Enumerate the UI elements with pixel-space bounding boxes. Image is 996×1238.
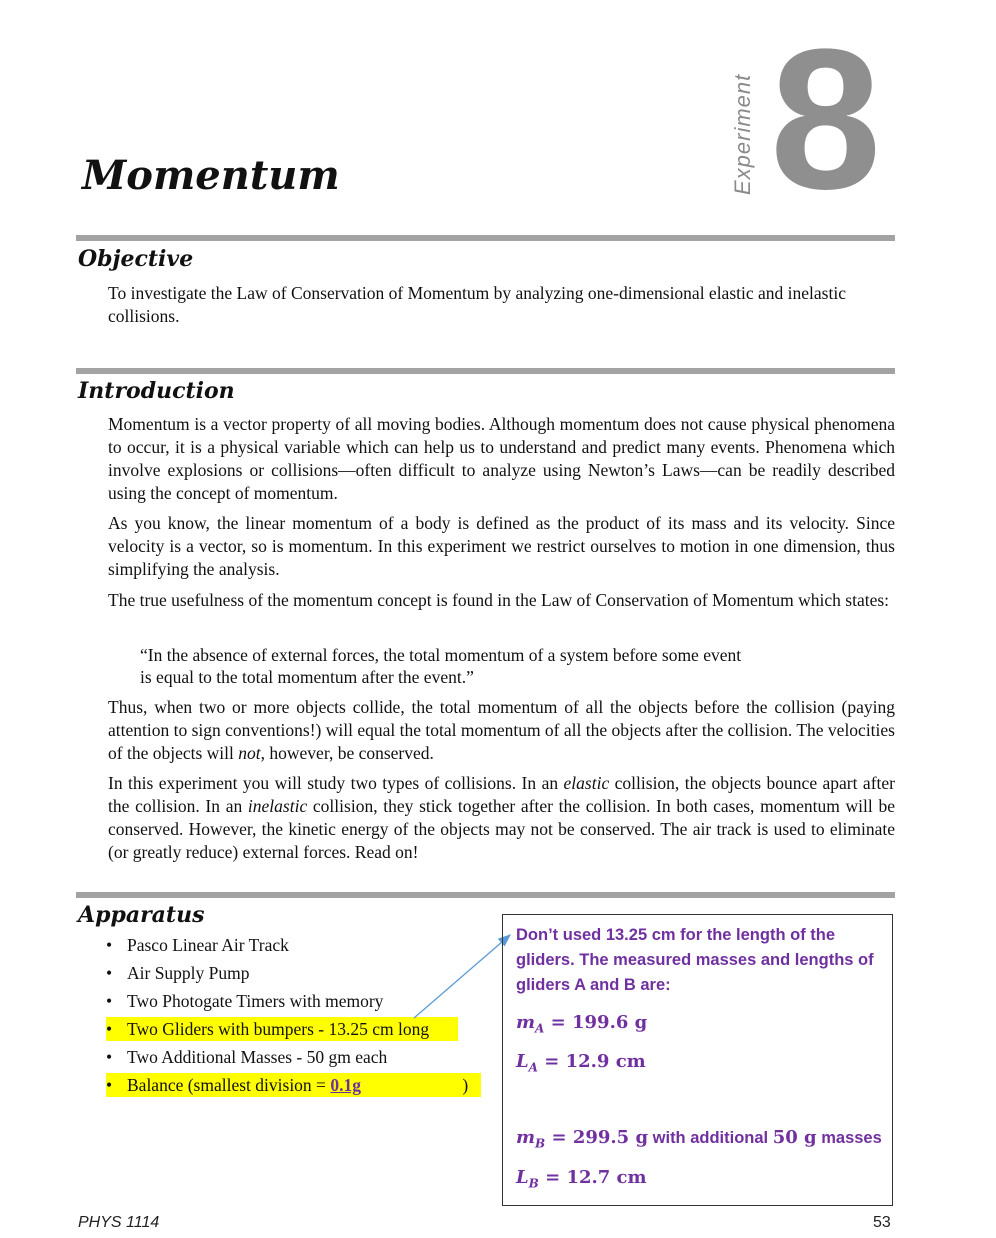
list-item: • Pasco Linear Air Track [106,935,289,955]
quote-line: is equal to the total momentum after the event.” [140,667,474,687]
intro-paragraph-2: As you know, the linear momentum of a body is defined as the product of its mass and its velocity. Since velocity is a vector, so is momentum. In this experiment we restrict ourselves to motion in one dimension, thus simplifying the analysis. [108,513,895,579]
list-item: • Air Supply Pump [106,963,250,983]
mass-a: $m_A = 199.6$ g [516,1012,648,1036]
intro-paragraph-4: Thus, when two or more objects collide, the total momentum of all the objects before the collision (paying attention to sign conventions!) will equal the total momentum of all the objects after the collision. The velocities of the objects will not, however, be conserved. [108,697,895,763]
page-title: Momentum [82,152,340,199]
intro-paragraph-5: In this experiment you will study two types of collisions. In an elastic collision, the objects bounce apart after the collision. In an inelastic collision, they stick together after the collision. In both cases, momentum will be conserved. However, the kinetic energy of the objects may not be conserved. The air track is used to eliminate (or greatly reduce) external forces. Read on! [108,773,895,862]
apparatus-heading: Apparatus [78,902,205,928]
mass-b: $m_B = 299.5$ g with additional 50 g masses [516,1127,882,1151]
annotation-box [502,914,893,1206]
objective-text: To investigate the Law of Conservation of Momentum by analyzing one-dimensional elastic and inelastic collisions. [108,283,846,326]
list-item: • Two Gliders with bumpers - 13.25 cm long [106,1017,486,1045]
intro-paragraph-1: Momentum is a vector property of all moving bodies. Although momentum does not cause physical phenomena to occur, it is a physical variable which can help us to understand and predict many events. Phenomena which involve explosions or collisions—often difficult to analyze using Newton’s Laws—can be readily described using the concept of momentum. [108,414,895,503]
list-item: • Balance (smallest division = 0.1g ) [106,1073,486,1101]
list-item: • Two Additional Masses - 50 gm each [106,1047,388,1067]
annotation-text: Don’t used 13.25 cm for the length of the gliders. The measured masses and lengths of gliders A and B are: [516,926,874,994]
balance-value: 0.1g [330,1075,361,1095]
length-b: $L_B = 12.7$ cm [516,1167,647,1191]
footer-course: PHYS 1114 [78,1214,160,1231]
intro-paragraph-3: The true usefulness of the momentum concept is found in the Law of Conservation of Momentum which states: [108,590,890,610]
list-item: • Two Photogate Timers with memory [106,991,384,1011]
objective-heading: Objective [78,246,194,272]
quote-line: “In the absence of external forces, the total momentum of a system before some event [140,645,742,665]
page-number: 53 [873,1214,891,1231]
introduction-heading: Introduction [78,378,235,404]
experiment-label: Experiment [730,73,755,195]
length-a: $L_A = 12.9$ cm [516,1051,646,1075]
experiment-number: 8 [770,8,882,231]
